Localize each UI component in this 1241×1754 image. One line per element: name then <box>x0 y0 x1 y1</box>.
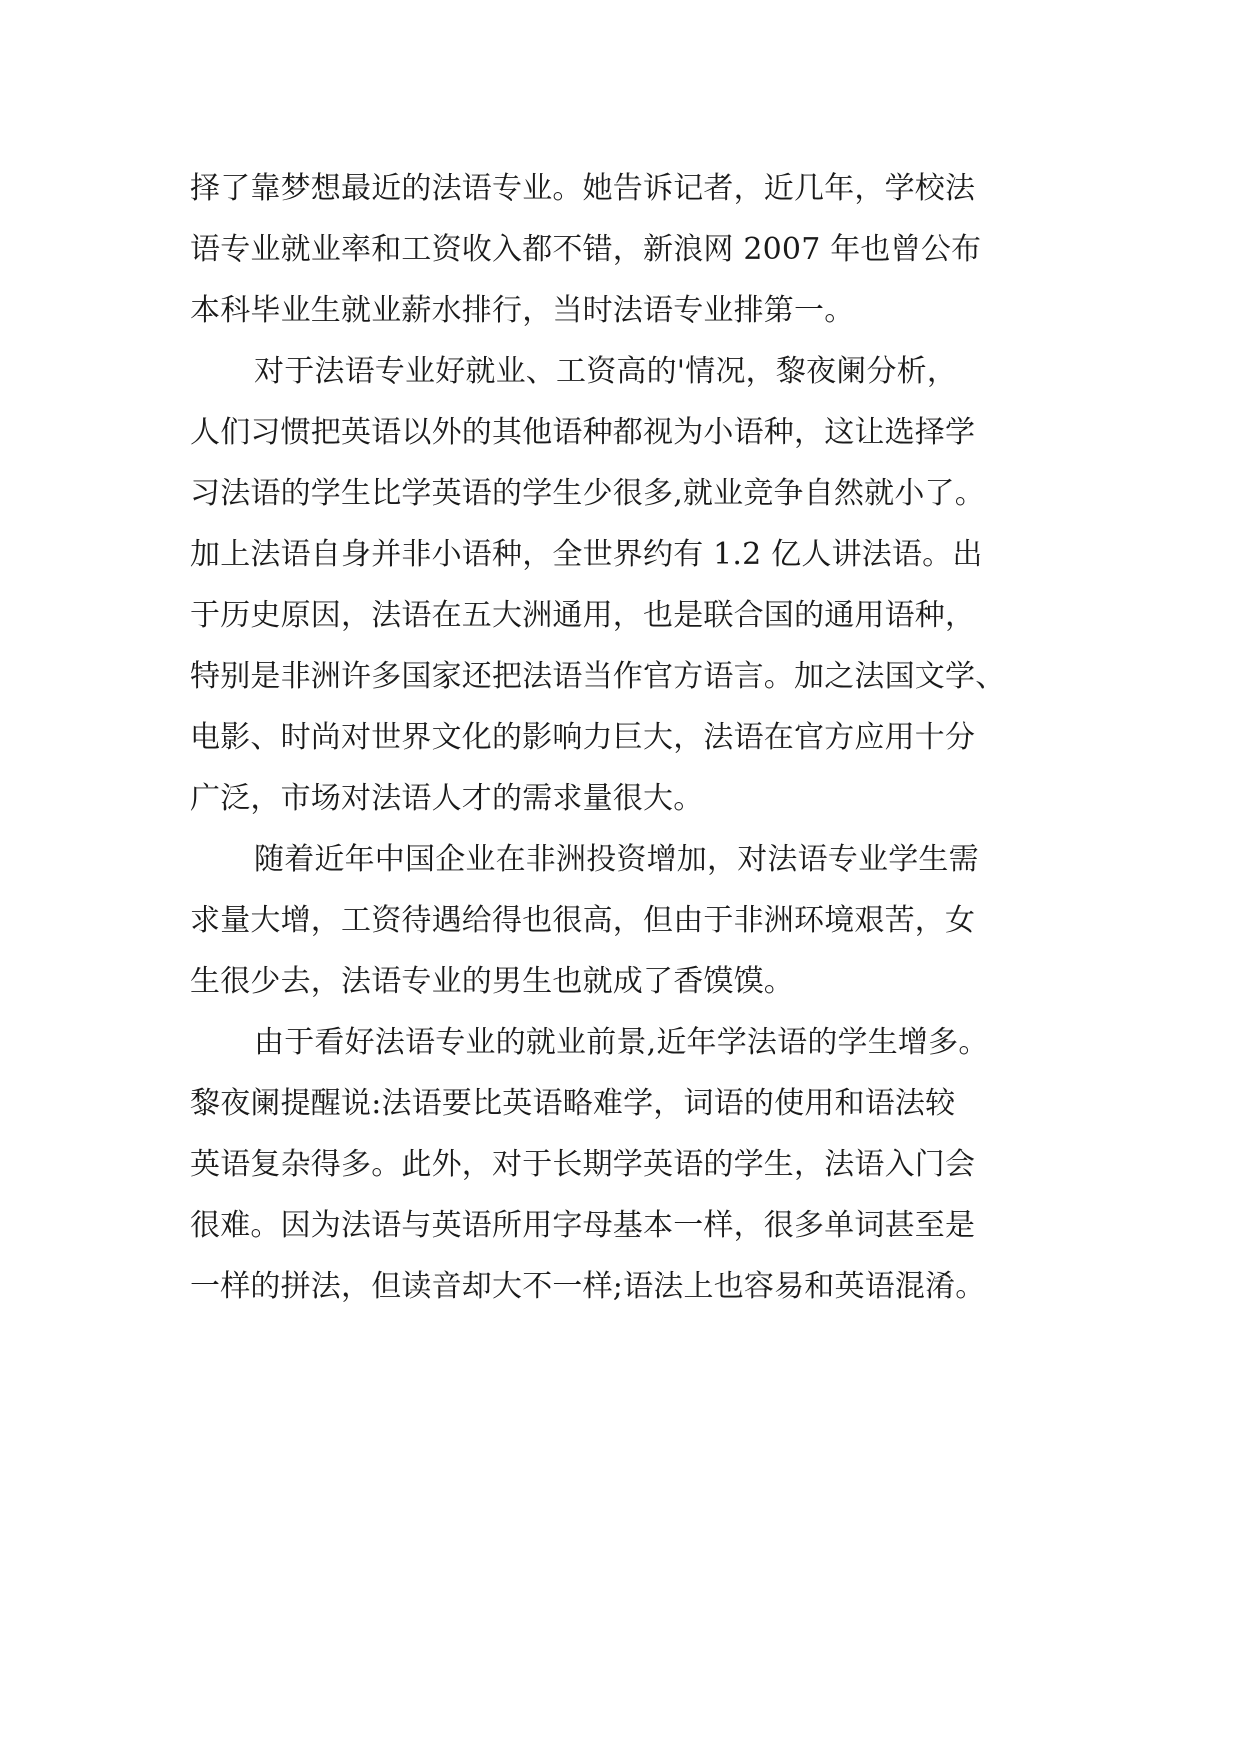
paragraph-line: 加上法语自身并非小语种，全世界约有 1.2 亿人讲法语。出 <box>190 537 983 572</box>
article-body <box>190 158 1050 1317</box>
paragraph-line: 于历史原因，法语在五大洲通用，也是联合国的通用语种， <box>190 598 976 633</box>
paragraph-line: 对于法语专业好就业、工资高的'情况，黎夜阑分析， <box>254 354 958 389</box>
paragraph-line: 习法语的学生比学英语的学生少很多,就业竞争自然就小了。 <box>190 476 985 511</box>
paragraph-line: 黎夜阑提醒说:法语要比英语略难学，词语的使用和语法较 <box>190 1086 956 1121</box>
paragraph-line: 一样的拼法，但读音却大不一样;语法上也容易和英语混淆。 <box>190 1269 986 1304</box>
paragraph-line: 人们习惯把英语以外的其他语种都视为小语种，这让选择学 <box>190 415 976 450</box>
paragraph-line: 英语复杂得多。此外，对于长期学英语的学生，法语入门会 <box>190 1147 976 1182</box>
paragraph-line: 很难。因为法语与英语所用字母基本一样，很多单词甚至是 <box>190 1208 976 1243</box>
paragraph-line: 生很少去，法语专业的男生也就成了香馍馍。 <box>190 964 794 999</box>
paragraph-line: 本科毕业生就业薪水排行，当时法语专业排第一。 <box>190 293 855 328</box>
paragraph-line: 择了靠梦想最近的法语专业。她告诉记者，近几年，学校法 <box>190 171 976 206</box>
paragraph-line: 特别是非洲许多国家还把法语当作官方语言。加之法国文学、 <box>190 659 1006 694</box>
paragraph-line: 广泛，市场对法语人才的需求量很大。 <box>190 781 704 816</box>
paragraph-line: 电影、时尚对世界文化的影响力巨大，法语在官方应用十分 <box>190 720 976 755</box>
paragraph-line: 随着近年中国企业在非洲投资增加，对法语专业学生需 <box>254 842 979 877</box>
paragraph-line: 由于看好法语专业的就业前景,近年学法语的学生增多。 <box>254 1025 989 1060</box>
paragraph-line: 语专业就业率和工资收入都不错，新浪网 2007 年也曾公布 <box>190 232 982 267</box>
paragraph-line: 求量大增，工资待遇给得也很高，但由于非洲环境艰苦，女 <box>190 903 976 938</box>
